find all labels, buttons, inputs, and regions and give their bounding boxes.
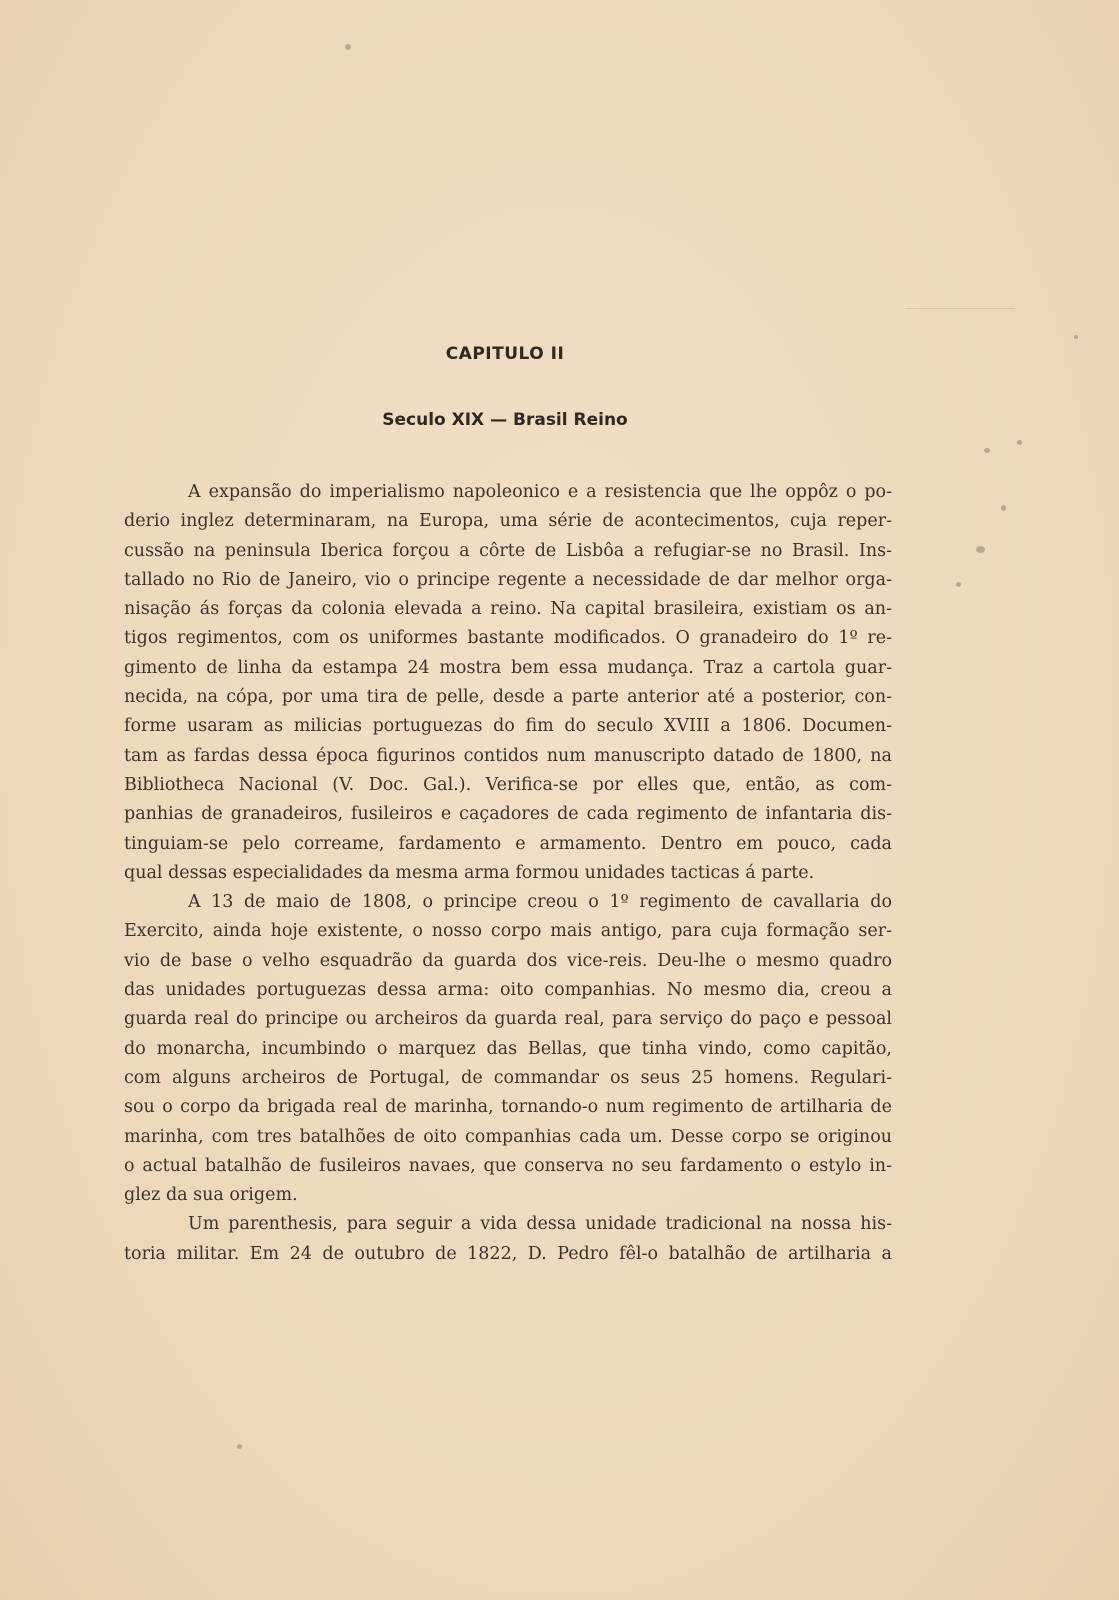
- paper-speck: [976, 546, 985, 553]
- paper-speck: [1017, 440, 1022, 445]
- text-line: com alguns archeiros de Portugal, de commandar os seus 25 homens. Regulari-: [124, 1067, 892, 1088]
- text-line: das unidades portuguezas dessa arma: oito companhias. No mesmo dia, creou a: [124, 980, 892, 1001]
- text-line: Bibliotheca Nacional (V. Doc. Gal.). Verifica-se por elles que, então, as com-: [124, 774, 892, 795]
- text-line: Exercito, ainda hoje existente, o nosso corpo mais antigo, para cuja formação ser-: [124, 921, 892, 942]
- text-line: do monarcha, incumbindo o marquez das Bellas, que tinha vindo, como capitão,: [124, 1038, 892, 1059]
- paper-speck: [984, 448, 990, 453]
- paper-mark: [905, 308, 1015, 309]
- text-line: forme usaram as milicias portuguezas do fim do seculo XVIII a 1806. Documen-: [124, 716, 892, 737]
- text-line: sou o corpo da brigada real de marinha, tornando-o num regimento de artilharia de: [124, 1097, 892, 1118]
- paper-speck: [345, 44, 351, 50]
- section-subtitle: Seculo XIX — Brasil Reino: [382, 410, 628, 430]
- text-line: nisação ás forças da colonia elevada a reino. Na capital brasileira, existiam os an-: [124, 599, 892, 620]
- text-line: Um parenthesis, para seguir a vida dessa unidade tradicional na nossa his-: [188, 1214, 892, 1235]
- text-line: marinha, com tres batalhões de oito companhias cada um. Desse corpo se originou: [124, 1126, 892, 1147]
- text-line: gimento de linha da estampa 24 mostra bem essa mudança. Traz a cartola guar-: [124, 657, 892, 678]
- text-line: guarda real do principe ou archeiros da guarda real, para serviço do paço e pessoal: [124, 1009, 892, 1030]
- text-line: qual dessas especialidades da mesma arma formou unidades tacticas á parte.: [124, 862, 815, 883]
- paper-speck: [1074, 335, 1078, 339]
- chapter-title: CAPITULO II: [445, 344, 565, 364]
- text-line: vio de base o velho esquadrão da guarda dos vice-reis. Deu-lhe o mesmo quadro: [124, 950, 892, 971]
- text-line: tinguiam-se pelo correame, fardamento e armamento. Dentro em pouco, cada: [124, 833, 892, 854]
- text-line: necida, na cópa, por uma tira de pelle, desde a parte anterior até a posterior, con-: [124, 687, 892, 708]
- body-text: [124, 478, 892, 1269]
- text-line: cussão na peninsula Iberica forçou a côrte de Lisbôa a refugiar-se no Brasil. Ins-: [124, 540, 892, 561]
- paper-speck: [956, 582, 961, 587]
- text-line: derio inglez determinaram, na Europa, uma série de acontecimentos, cuja reper-: [124, 511, 892, 532]
- text-line: tigos regimentos, com os uniformes bastante modificados. O granadeiro do 1º re-: [124, 628, 892, 649]
- text-line: glez da sua origem.: [124, 1185, 298, 1206]
- text-line: panhias de granadeiros, fusileiros e caçadores de cada regimento de infantaria dis-: [124, 804, 892, 825]
- paper-speck: [1001, 505, 1006, 511]
- text-line: o actual batalhão de fusileiros navaes, que conserva no seu fardamento o estylo in-: [124, 1155, 892, 1176]
- text-line: A 13 de maio de 1808, o principe creou o 1º regimento de cavallaria do: [188, 892, 892, 913]
- text-line: toria militar. Em 24 de outubro de 1822, D. Pedro fêl-o batalhão de artilharia a: [124, 1243, 892, 1264]
- text-line: tam as fardas dessa época figurinos contidos num manuscripto datado de 1800, na: [124, 745, 892, 766]
- text-line: tallado no Rio de Janeiro, vio o principe regente a necessidade de dar melhor orga-: [124, 569, 892, 590]
- text-line: A expansão do imperialismo napoleonico e a resistencia que lhe oppôz o po-: [188, 482, 892, 502]
- paper-speck: [237, 1444, 242, 1449]
